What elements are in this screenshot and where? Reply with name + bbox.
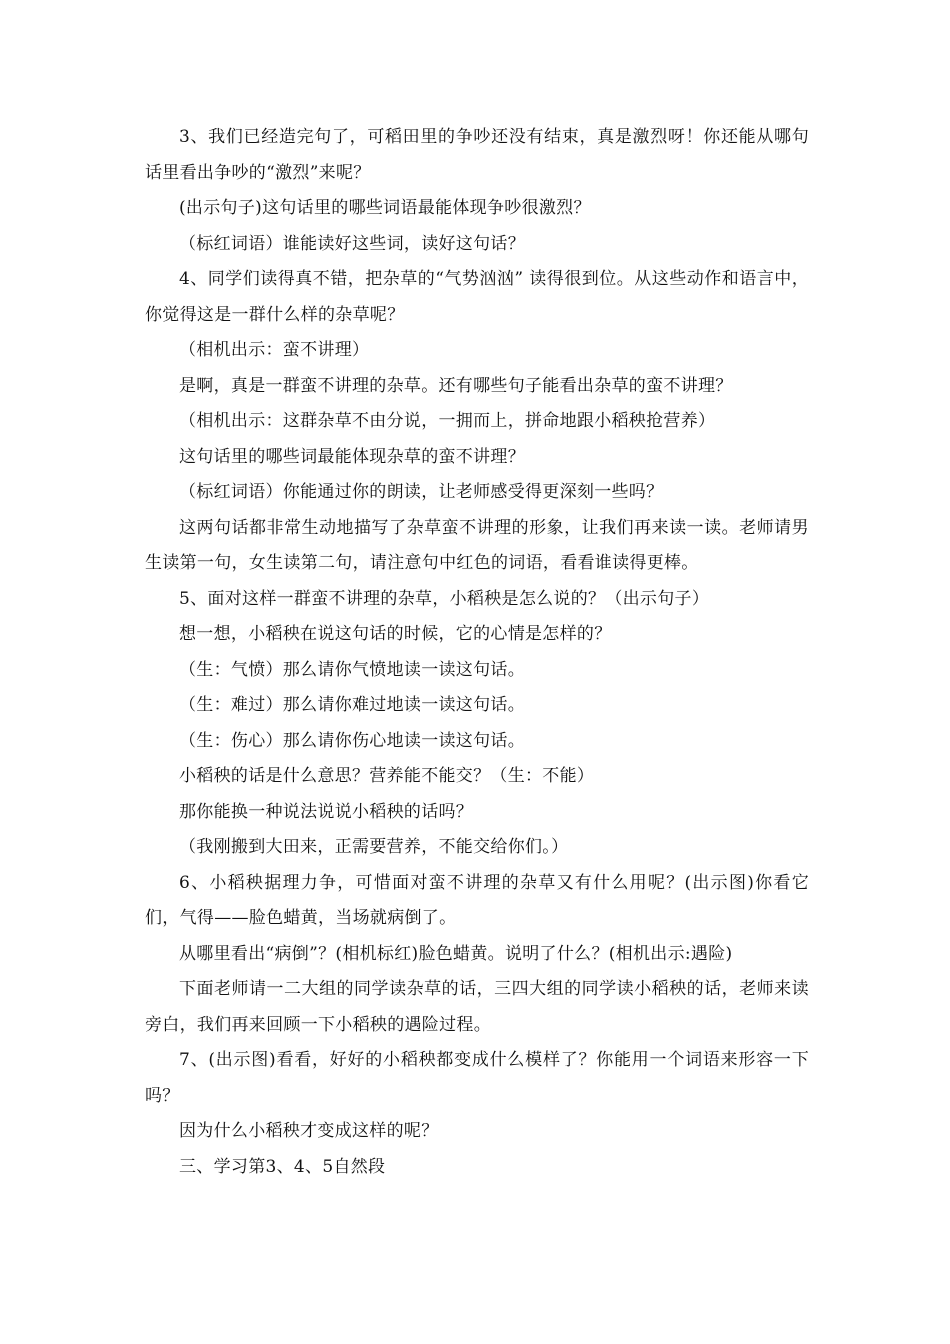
- paragraph: （我刚搬到大田来，正需要营养，不能交给你们。）: [179, 837, 569, 857]
- paragraph: 这句话里的哪些词最能体现杂草的蛮不讲理？: [179, 446, 525, 467]
- section-heading: 三、学习第3、4、5自然段: [179, 1156, 386, 1177]
- paragraph: 下面老师请一二大组的同学读杂草的话，三四大组的同学读小稻秧的话，老师来读旁白，我们再来回顾一下小稻秧的遇险过程。: [145, 979, 809, 1035]
- paragraph: （生：伤心）那么请你伤心地读一读这句话。: [179, 730, 525, 751]
- paragraph: 4、同学们读得真不错，把杂草的“气势汹汹” 读得很到位。从这些动作和语言中，你觉得这是一群什么样的杂草呢？: [145, 269, 809, 325]
- paragraph: （标红词语）谁能读好这些词，读好这句话？: [179, 233, 525, 254]
- paragraph: 从哪里看出“病倒”？(相机标红)脸色蜡黄。说明了什么？(相机出示:遇险): [179, 943, 733, 964]
- paragraph: （标红词语）你能通过你的朗读，让老师感受得更深刻一些吗？: [179, 482, 664, 502]
- paragraph: 是啊，真是一群蛮不讲理的杂草。还有哪些句子能看出杂草的蛮不讲理？: [179, 375, 733, 396]
- paragraph: 这两句话都非常生动地描写了杂草蛮不讲理的形象，让我们再来读一读。老师请男生读第一句，女生读第二句，请注意句中红色的词语，看看谁读得更棒。: [145, 517, 809, 573]
- paragraph: （相机出示：蛮不讲理）: [179, 340, 370, 360]
- paragraph: （生：气愤）那么请你气愤地读一读这句话。: [179, 659, 525, 680]
- paragraph: 小稻秧的话是什么意思？营养能不能交？（生：不能）: [179, 766, 595, 786]
- paragraph: 想一想，小稻秧在说这句话的时候，它的心情是怎样的？: [179, 624, 612, 644]
- paragraph: 因为什么小稻秧才变成这样的呢？: [179, 1121, 439, 1141]
- paragraph: 5、面对这样一群蛮不讲理的杂草，小稻秧是怎么说的？（出示句子）: [179, 588, 710, 609]
- document-body: [145, 120, 809, 1185]
- paragraph: （相机出示：这群杂草不由分说，一拥而上，拼命地跟小稻秧抢营养）: [179, 411, 716, 431]
- paragraph: (出示句子)这句话里的哪些词语最能体现争吵很激烈？: [179, 198, 591, 218]
- paragraph: 7、(出示图)看看，好好的小稻秧都变成什么模样了？你能用一个词语来形容一下吗？: [145, 1050, 809, 1106]
- paragraph: 6、小稻秧据理力争，可惜面对蛮不讲理的杂草又有什么用呢？(出示图)你看它们，气得——脸色蜡黄，当场就病倒了。: [145, 872, 809, 928]
- paragraph: （生：难过）那么请你难过地读一读这句话。: [179, 695, 525, 715]
- paragraph: 那你能换一种说法说说小稻秧的话吗？: [179, 801, 474, 822]
- paragraph: 3、我们已经造完句了，可稻田里的争吵还没有结束，真是激烈呀！你还能从哪句话里看出争吵的“激烈”来呢？: [145, 127, 809, 183]
